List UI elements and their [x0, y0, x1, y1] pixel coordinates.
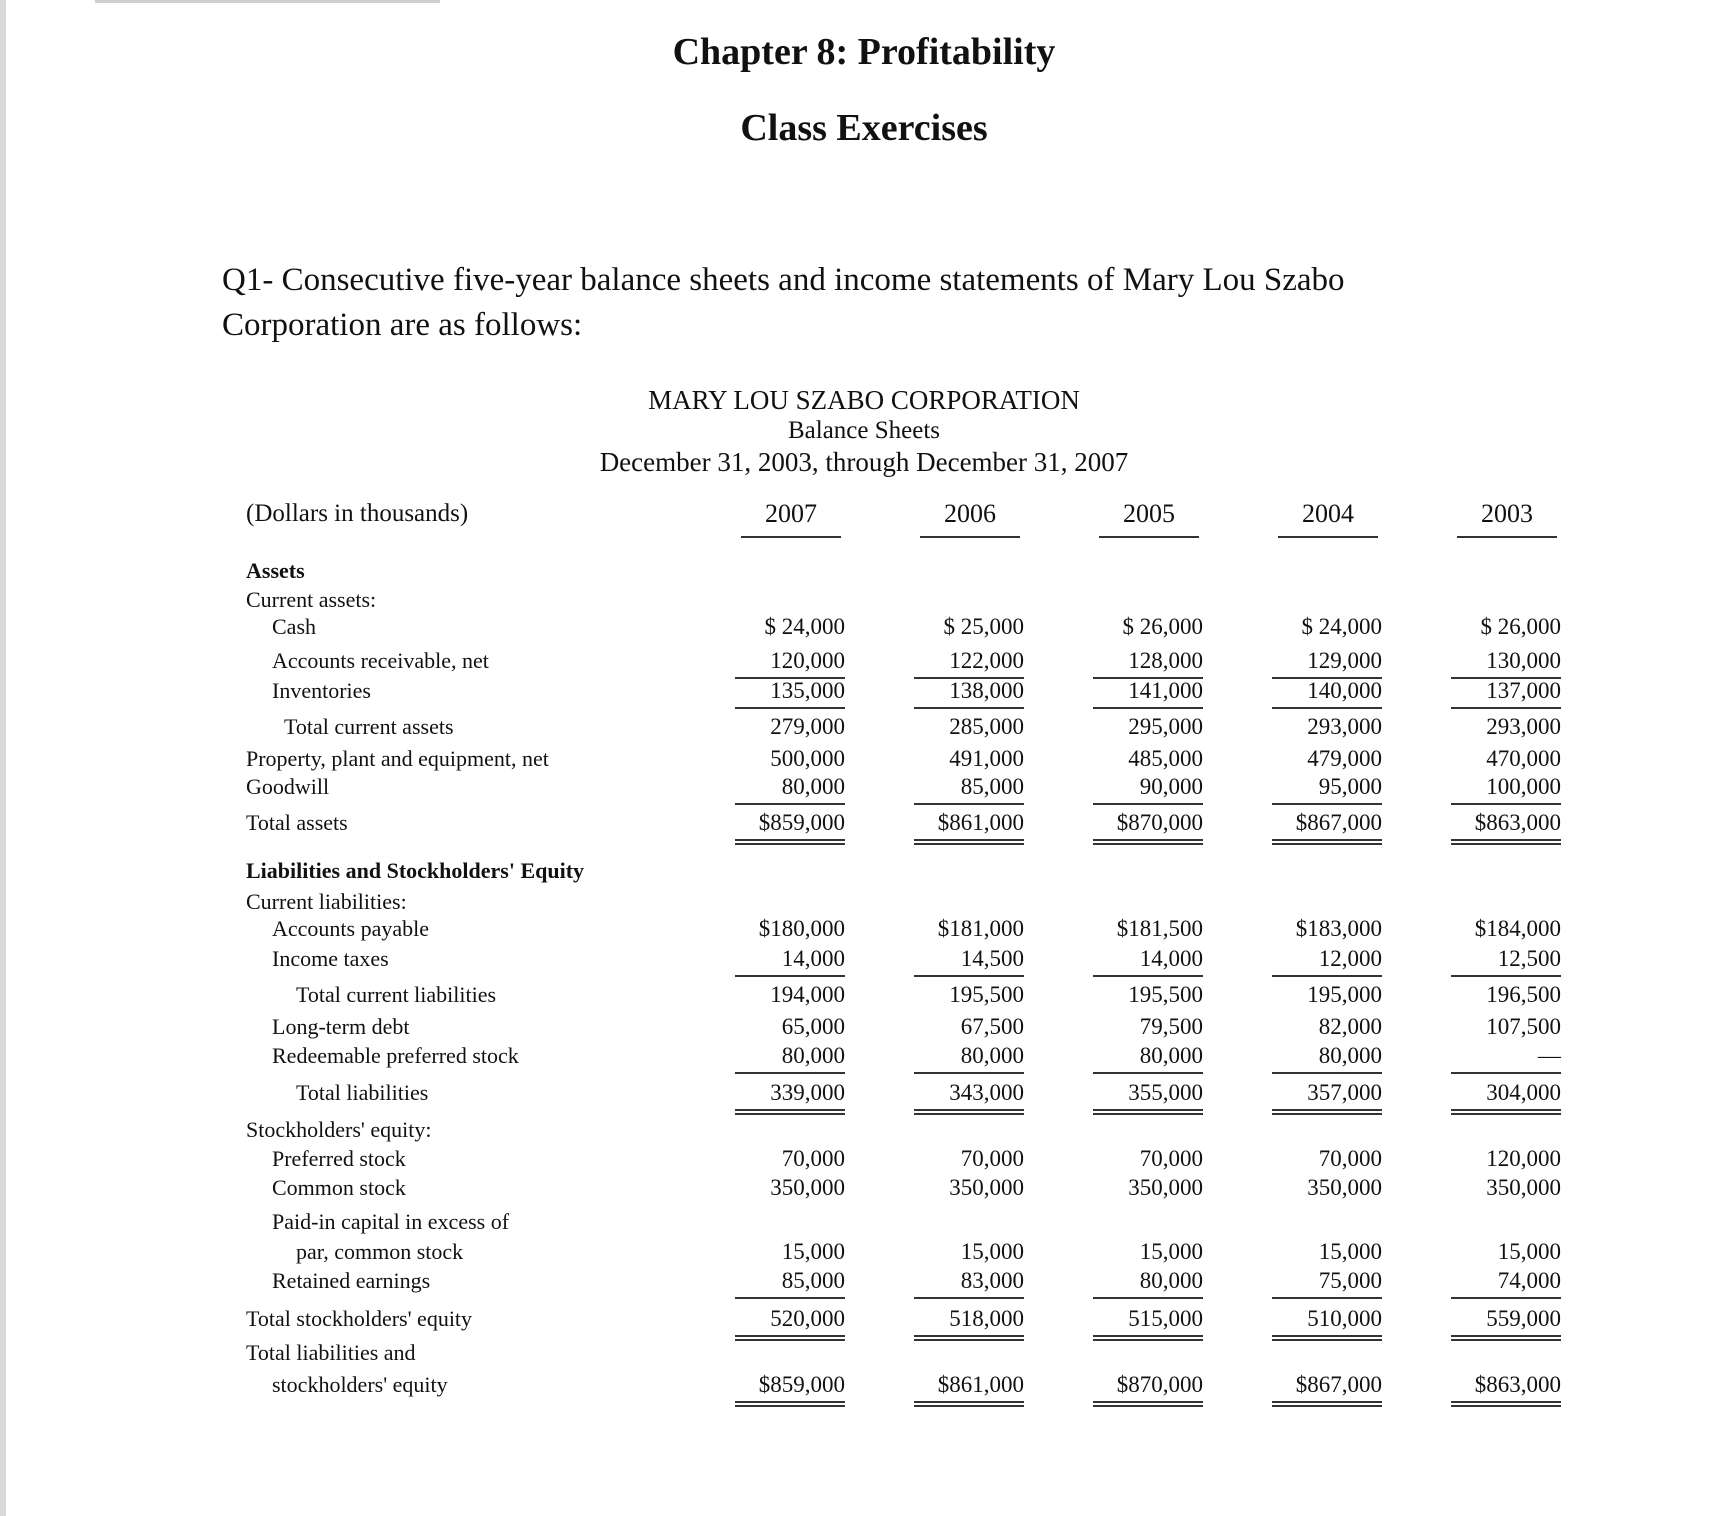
underline-rule	[914, 707, 1024, 709]
cell-value: 80,000	[781, 774, 845, 799]
underline-rule	[1093, 1297, 1203, 1299]
cell-value: 285,000	[949, 714, 1024, 739]
cell-value: 15,000	[1318, 1239, 1382, 1264]
cell-value: $ 24,000	[764, 614, 845, 639]
cell-value: 293,000	[1486, 714, 1561, 739]
cell-value: 85,000	[960, 774, 1024, 799]
cell-value: 80,000	[960, 1043, 1024, 1068]
underline-rule	[1451, 1401, 1561, 1403]
year-header-2007: 2007	[765, 499, 817, 528]
cell-value: 70,000	[781, 1146, 845, 1171]
underline-rule	[735, 1297, 845, 1299]
row-label: Cash	[272, 614, 316, 639]
row-label: Retained earnings	[272, 1268, 431, 1293]
underline-rule	[735, 975, 845, 977]
cell-value: 12,500	[1497, 946, 1561, 971]
cell-value: 67,500	[960, 1014, 1024, 1039]
row-label: Income taxes	[272, 946, 389, 971]
row-label: Accounts receivable, net	[272, 648, 489, 673]
cell-value: 80,000	[1139, 1043, 1203, 1068]
cell-value: 80,000	[1139, 1268, 1203, 1293]
underline-rule	[1451, 1335, 1561, 1337]
cell-value: 80,000	[1318, 1043, 1382, 1068]
double-underline-rule	[1451, 843, 1561, 845]
underline-rule	[1093, 1401, 1203, 1403]
cell-value: 83,000	[960, 1268, 1024, 1293]
underline-rule	[1093, 839, 1203, 841]
cell-value: 339,000	[770, 1080, 845, 1105]
year-rule	[1278, 536, 1378, 538]
row-label: Preferred stock	[272, 1146, 406, 1171]
underline-rule	[914, 1072, 1024, 1074]
underline-rule	[1272, 1109, 1382, 1111]
cell-value: 141,000	[1128, 678, 1203, 703]
underline-rule	[1451, 707, 1561, 709]
year-header-2006: 2006	[944, 499, 996, 528]
chapter-title: Chapter 8: Profitability	[672, 31, 1056, 73]
cell-value: 70,000	[960, 1146, 1024, 1171]
double-underline-rule	[914, 1113, 1024, 1115]
underline-rule	[914, 1401, 1024, 1403]
cell-value: 85,000	[781, 1268, 845, 1293]
row-label: Total liabilities	[296, 1080, 429, 1105]
cell-value: 100,000	[1486, 774, 1561, 799]
cell-value: 74,000	[1497, 1268, 1561, 1293]
cell-value: $ 26,000	[1122, 614, 1203, 639]
double-underline-rule	[735, 1405, 845, 1407]
cell-value: $859,000	[758, 1372, 845, 1397]
cell-value: 15,000	[1139, 1239, 1203, 1264]
underline-rule	[1093, 1335, 1203, 1337]
row-label: Total current assets	[284, 714, 454, 739]
cell-value: 293,000	[1307, 714, 1382, 739]
year-rule	[741, 536, 841, 538]
underline-rule	[1272, 1335, 1382, 1337]
underline-rule	[1451, 1109, 1561, 1111]
cell-value: $ 25,000	[943, 614, 1024, 639]
year-rule	[920, 536, 1020, 538]
cell-value: 350,000	[770, 1175, 845, 1200]
cell-value: 510,000	[1307, 1306, 1382, 1331]
cell-value: 122,000	[949, 648, 1024, 673]
cell-value: 295,000	[1128, 714, 1203, 739]
row-label: Goodwill	[246, 774, 330, 799]
cell-value: 12,000	[1318, 946, 1382, 971]
cell-value: 90,000	[1139, 774, 1203, 799]
cell-value: $181,500	[1116, 916, 1203, 941]
cell-value: 75,000	[1318, 1268, 1382, 1293]
underline-rule	[914, 803, 1024, 805]
statement-period: December 31, 2003, through December 31, 2007	[599, 447, 1129, 477]
cell-value: $870,000	[1116, 810, 1203, 835]
cell-value: 129,000	[1307, 648, 1382, 673]
row-label: par, common stock	[296, 1239, 464, 1264]
underline-rule	[914, 839, 1024, 841]
cell-value: 140,000	[1307, 678, 1382, 703]
cell-value: 491,000	[949, 746, 1024, 771]
underline-rule	[735, 839, 845, 841]
underline-rule	[914, 1109, 1024, 1111]
cell-value: 70,000	[1139, 1146, 1203, 1171]
year-rule	[1099, 536, 1199, 538]
cell-value: 194,000	[770, 982, 845, 1007]
cell-value: 196,500	[1486, 982, 1561, 1007]
row-label: Property, plant and equipment, net	[246, 746, 549, 771]
cell-value: 138,000	[949, 678, 1024, 703]
cell-value: 70,000	[1318, 1146, 1382, 1171]
section-liabilities-equity: Liabilities and Stockholders' Equity	[246, 858, 585, 883]
company-name: MARY LOU SZABO CORPORATION	[648, 385, 1080, 415]
cell-value: $863,000	[1474, 1372, 1561, 1397]
double-underline-rule	[735, 843, 845, 845]
row-label: Total assets	[246, 810, 348, 835]
underline-rule	[1093, 707, 1203, 709]
cell-value: 470,000	[1486, 746, 1561, 771]
double-underline-rule	[735, 1113, 845, 1115]
double-underline-rule	[1093, 1339, 1203, 1341]
year-rule	[1457, 536, 1557, 538]
cell-value: 107,500	[1486, 1014, 1561, 1039]
statement-title: Balance Sheets	[787, 417, 941, 444]
underline-rule	[1451, 1297, 1561, 1299]
cell-value: 355,000	[1128, 1080, 1203, 1105]
cell-value: —	[1538, 1043, 1561, 1068]
cell-value: $ 26,000	[1480, 614, 1561, 639]
underline-rule	[1093, 1072, 1203, 1074]
double-underline-rule	[1451, 1113, 1561, 1115]
double-underline-rule	[914, 1405, 1024, 1407]
cell-value: 479,000	[1307, 746, 1382, 771]
double-underline-rule	[1451, 1405, 1561, 1407]
row-label: Common stock	[272, 1175, 406, 1200]
section-current-assets: Current assets:	[246, 587, 377, 612]
double-underline-rule	[1093, 843, 1203, 845]
cell-value: 500,000	[770, 746, 845, 771]
year-header-2005: 2005	[1123, 499, 1175, 528]
question-line-2: Corporation are as follows:	[222, 307, 583, 343]
cell-value: 357,000	[1307, 1080, 1382, 1105]
cell-value: 304,000	[1486, 1080, 1561, 1105]
cell-value: 195,000	[1307, 982, 1382, 1007]
underline-rule	[735, 1401, 845, 1403]
underline-rule	[735, 1335, 845, 1337]
cell-value: 95,000	[1318, 774, 1382, 799]
row-label: Inventories	[272, 678, 371, 703]
underline-rule	[1272, 1072, 1382, 1074]
cell-value: 15,000	[781, 1239, 845, 1264]
underline-rule	[914, 1297, 1024, 1299]
underline-rule	[1451, 839, 1561, 841]
cell-value: 518,000	[949, 1306, 1024, 1331]
cell-value: 515,000	[1128, 1306, 1203, 1331]
cell-value: $859,000	[758, 810, 845, 835]
cell-value: $181,000	[937, 916, 1024, 941]
double-underline-rule	[1093, 1113, 1203, 1115]
question-line-1: Q1- Consecutive five-year balance sheets and income statements of Mary Lou Szabo	[222, 262, 1345, 298]
section-current-liabilities: Current liabilities:	[246, 889, 407, 914]
underline-rule	[1451, 803, 1561, 805]
underline-rule	[1272, 975, 1382, 977]
cell-value: $867,000	[1295, 1372, 1382, 1397]
double-underline-rule	[735, 1339, 845, 1341]
double-underline-rule	[914, 1339, 1024, 1341]
double-underline-rule	[1451, 1339, 1561, 1341]
underline-rule	[735, 803, 845, 805]
cell-value: 14,000	[1139, 946, 1203, 971]
cell-value: $861,000	[937, 1372, 1024, 1397]
cell-value: 350,000	[949, 1175, 1024, 1200]
cell-value: 485,000	[1128, 746, 1203, 771]
cell-value: 130,000	[1486, 648, 1561, 673]
top-divider	[95, 0, 440, 3]
underline-rule	[1093, 975, 1203, 977]
cell-value: 137,000	[1486, 678, 1561, 703]
underline-rule	[1272, 839, 1382, 841]
cell-value: $863,000	[1474, 810, 1561, 835]
row-label: Total current liabilities	[296, 982, 497, 1007]
row-label: Total stockholders' equity	[246, 1306, 473, 1331]
cell-value: 65,000	[781, 1014, 845, 1039]
cell-value: 279,000	[770, 714, 845, 739]
cell-value: 559,000	[1486, 1306, 1561, 1331]
cell-value: 80,000	[781, 1043, 845, 1068]
page-left-edge	[0, 0, 6, 1516]
cell-value: $183,000	[1295, 916, 1382, 941]
cell-value: 79,500	[1139, 1014, 1203, 1039]
double-underline-rule	[1272, 1339, 1382, 1341]
double-underline-rule	[1272, 1113, 1382, 1115]
cell-value: $870,000	[1116, 1372, 1203, 1397]
cell-value: $861,000	[937, 810, 1024, 835]
underline-rule	[1093, 1109, 1203, 1111]
double-underline-rule	[1093, 1405, 1203, 1407]
cell-value: 14,500	[960, 946, 1024, 971]
double-underline-rule	[1272, 1405, 1382, 1407]
question-text	[222, 258, 1522, 348]
cell-value: $ 24,000	[1301, 614, 1382, 639]
underline-rule	[735, 1072, 845, 1074]
row-label: stockholders' equity	[272, 1372, 448, 1397]
cell-value: 120,000	[1486, 1146, 1561, 1171]
row-label: Long-term debt	[272, 1014, 410, 1039]
cell-value: 135,000	[770, 678, 845, 703]
cell-value: 82,000	[1318, 1014, 1382, 1039]
cell-value: 350,000	[1486, 1175, 1561, 1200]
cell-value: 343,000	[949, 1080, 1024, 1105]
row-label: Accounts payable	[272, 916, 429, 941]
underline-rule	[735, 1109, 845, 1111]
cell-value: 350,000	[1307, 1175, 1382, 1200]
underline-rule	[1451, 1072, 1561, 1074]
double-underline-rule	[914, 843, 1024, 845]
cell-value: 128,000	[1128, 648, 1203, 673]
underline-rule	[914, 1335, 1024, 1337]
section-stockholders-equity: Stockholders' equity:	[246, 1117, 432, 1142]
cell-value: 15,000	[1497, 1239, 1561, 1264]
cell-value: 195,500	[949, 982, 1024, 1007]
cell-value: 350,000	[1128, 1175, 1203, 1200]
cell-value: 120,000	[770, 648, 845, 673]
label-paid-in-capital: Paid-in capital in excess of	[272, 1209, 510, 1234]
underline-rule	[1272, 803, 1382, 805]
units-label: (Dollars in thousands)	[246, 500, 469, 527]
cell-value: $184,000	[1474, 916, 1561, 941]
underline-rule	[1272, 707, 1382, 709]
underline-rule	[1272, 1297, 1382, 1299]
section-assets: Assets	[246, 558, 305, 583]
underline-rule	[1272, 1401, 1382, 1403]
year-header-2003: 2003	[1481, 499, 1533, 528]
underline-rule	[1093, 803, 1203, 805]
year-header-2004: 2004	[1302, 499, 1354, 528]
page-subtitle: Class Exercises	[740, 107, 988, 149]
cell-value: $867,000	[1295, 810, 1382, 835]
label-total-liabilities-and: Total liabilities and	[246, 1340, 416, 1365]
underline-rule	[735, 707, 845, 709]
cell-value: 15,000	[960, 1239, 1024, 1264]
double-underline-rule	[1272, 843, 1382, 845]
cell-value: $180,000	[758, 916, 845, 941]
underline-rule	[1451, 975, 1561, 977]
cell-value: 520,000	[770, 1306, 845, 1331]
row-label: Redeemable preferred stock	[272, 1043, 519, 1068]
cell-value: 195,500	[1128, 982, 1203, 1007]
cell-value: 14,000	[781, 946, 845, 971]
underline-rule	[914, 975, 1024, 977]
